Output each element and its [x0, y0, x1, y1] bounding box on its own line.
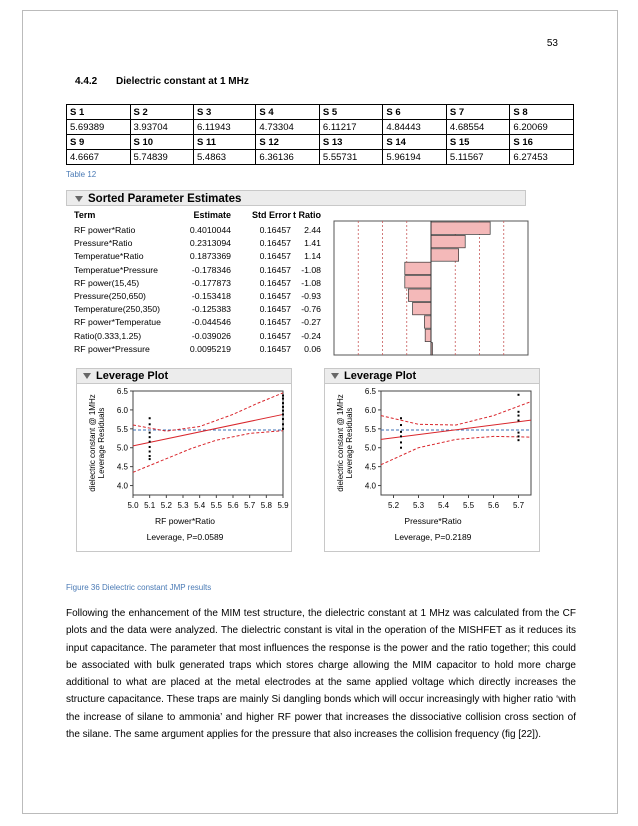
table-row — [67, 150, 574, 165]
estimate-stderr-cell: 0.16457 — [259, 238, 291, 249]
estimate-estimate-cell: 0.1873369 — [189, 251, 231, 262]
data-point — [149, 446, 151, 448]
leverage-plot-1-title-bar[interactable] — [77, 369, 291, 384]
data-point — [149, 458, 151, 460]
table-caption: Table 12 — [66, 170, 97, 179]
data-point — [400, 417, 402, 419]
table-cell: 4.84443 — [383, 120, 447, 135]
estimate-term-cell: RF power(15,45) — [74, 277, 140, 288]
data-point — [400, 431, 402, 433]
x-tick-label: 5.4 — [194, 501, 206, 510]
data-point — [282, 395, 284, 397]
estimate-estimate-cell: -0.125383 — [191, 304, 231, 315]
table-cell: 6.20069 — [510, 120, 574, 135]
table-cell: 5.96194 — [383, 150, 447, 165]
section-title: Dielectric constant at 1 MHz — [116, 76, 249, 87]
estimate-stderr-cell: 0.16457 — [259, 317, 291, 328]
estimate-estimate-cell: 0.2313094 — [189, 238, 231, 249]
x-tick-label: 5.5 — [210, 501, 222, 510]
estimate-estimate-cell: -0.177873 — [191, 277, 231, 288]
data-point — [149, 417, 151, 419]
x-tick-label: 5.2 — [160, 501, 172, 510]
y-axis-label-line: dielectric constant @ 1MHz — [336, 394, 345, 492]
col-header-tratio: t Ratio — [293, 210, 321, 220]
leverage-plot-1-footer: Leverage, P=0.0589 — [146, 532, 224, 542]
estimate-estimate-cell: 0.0095219 — [189, 343, 231, 354]
data-point — [282, 410, 284, 412]
estimate-stderr-cell: 0.16457 — [259, 225, 291, 235]
disclosure-triangle-icon[interactable] — [331, 373, 339, 379]
data-point — [149, 432, 151, 434]
table-cell: 5.4863 — [194, 150, 256, 165]
table-row — [67, 135, 574, 150]
estimate-tratio-cell: -1.08 — [301, 277, 321, 288]
table-cell: 6.27453 — [510, 150, 574, 165]
t-ratio-bar — [405, 262, 431, 274]
sample-table — [66, 104, 574, 165]
data-point — [282, 402, 284, 404]
col-header-estimate: Estimate — [193, 210, 231, 220]
table-cell: 4.6667 — [67, 150, 131, 165]
table-cell: S 2 — [130, 105, 194, 120]
x-tick-label: 5.8 — [260, 501, 272, 510]
y-axis-label — [88, 394, 106, 492]
estimate-tratio-cell: 1.41 — [304, 238, 321, 249]
data-point — [282, 413, 284, 415]
y-tick-label: 5.5 — [364, 424, 376, 434]
leverage-plot-2 — [324, 368, 540, 552]
leverage-plot-1-chart — [77, 385, 291, 515]
section-heading — [75, 76, 249, 87]
t-ratio-bar — [431, 249, 459, 261]
estimate-estimate-cell: -0.039026 — [191, 330, 231, 341]
estimate-tratio-cell: -0.27 — [301, 317, 321, 328]
table-cell: S 12 — [256, 135, 320, 150]
y-axis-label-line: Leverage Residuals — [97, 407, 106, 479]
data-point — [518, 411, 520, 413]
table-cell: S 8 — [510, 105, 574, 120]
y-tick-label: 4.0 — [116, 481, 128, 491]
estimate-term-cell: Temperature(250,350) — [74, 304, 160, 315]
estimate-tratio-cell: 0.06 — [304, 343, 321, 354]
table-cell: S 14 — [383, 135, 447, 150]
t-ratio-bar — [413, 302, 431, 314]
disclosure-triangle-icon[interactable] — [75, 196, 83, 202]
table-cell: 5.55731 — [319, 150, 383, 165]
estimate-tratio-cell: -0.24 — [301, 330, 321, 341]
estimates-title-bar[interactable] — [66, 190, 526, 206]
table-cell: S 13 — [319, 135, 383, 150]
table-cell: S 3 — [194, 105, 256, 120]
x-tick-label: 5.7 — [512, 501, 525, 510]
estimate-estimate-cell: -0.044546 — [191, 317, 231, 328]
data-point — [518, 415, 520, 417]
estimate-stderr-cell: 0.16457 — [259, 264, 291, 275]
data-point — [400, 441, 402, 443]
table-cell: 5.74839 — [130, 150, 194, 165]
t-ratio-bar — [431, 222, 490, 234]
t-ratio-bar — [431, 235, 465, 247]
data-point — [282, 406, 284, 408]
estimate-tratio-cell: -0.76 — [301, 304, 321, 315]
figure-caption: Figure 36 Dielectric constant JMP results — [66, 583, 212, 592]
t-ratio-bar — [425, 329, 431, 341]
estimate-term-cell: Pressure*Ratio — [74, 238, 133, 249]
t-ratio-bar — [424, 316, 431, 328]
col-header-stderr: Std Error — [251, 210, 291, 220]
estimate-stderr-cell: 0.16457 — [259, 343, 291, 354]
col-header-term: Term — [74, 210, 96, 220]
x-tick-label: 5.3 — [177, 501, 189, 510]
section-number: 4.4.2 — [75, 76, 98, 87]
t-ratio-bar — [408, 289, 431, 301]
data-point — [518, 419, 520, 421]
leverage-plot-2-title-bar[interactable] — [325, 369, 539, 384]
data-point — [282, 423, 284, 425]
table-cell: 5.69389 — [67, 120, 131, 135]
table-cell: S 1 — [67, 105, 131, 120]
x-tick-label: 5.0 — [127, 501, 139, 510]
estimate-estimate-cell: -0.178346 — [191, 264, 231, 275]
data-point — [149, 455, 151, 457]
plot-frame — [381, 391, 531, 495]
table-cell: S 11 — [194, 135, 256, 150]
estimate-term-cell: RF power*Ratio — [74, 225, 136, 235]
x-tick-label: 5.4 — [437, 501, 450, 510]
y-tick-label: 5.0 — [364, 443, 376, 453]
leverage-plot-2-title: Leverage Plot — [344, 370, 417, 382]
x-tick-label: 5.6 — [487, 501, 500, 510]
x-tick-label: 5.9 — [277, 501, 289, 510]
y-tick-label: 6.0 — [364, 405, 376, 415]
table-cell: S 10 — [130, 135, 194, 150]
y-tick-label: 5.0 — [116, 443, 128, 453]
estimate-estimate-cell: 0.4010044 — [189, 225, 231, 235]
table-cell: 4.68554 — [446, 120, 510, 135]
table-cell: S 6 — [383, 105, 447, 120]
estimate-stderr-cell: 0.16457 — [259, 277, 291, 288]
x-tick-label: 5.7 — [244, 501, 256, 510]
estimate-tratio-cell: 1.14 — [304, 251, 321, 262]
table-cell: 4.73304 — [256, 120, 320, 135]
y-tick-label: 4.0 — [364, 481, 376, 491]
table-row — [67, 120, 574, 135]
table-cell: S 9 — [67, 135, 131, 150]
data-point — [400, 424, 402, 426]
data-point — [400, 447, 402, 449]
y-axis-label-line: Leverage Residuals — [345, 407, 354, 479]
data-point — [149, 436, 151, 438]
data-point — [149, 423, 151, 425]
data-point — [282, 398, 284, 400]
table-cell: 3.93704 — [130, 120, 194, 135]
leverage-plot-2-footer: Leverage, P=0.2189 — [394, 532, 472, 542]
table-cell: S 7 — [446, 105, 510, 120]
estimate-tratio-cell: 2.44 — [304, 225, 321, 235]
estimate-stderr-cell: 0.16457 — [259, 330, 291, 341]
leverage-plot-1-xlabel: RF power*Ratio — [155, 516, 215, 526]
estimate-stderr-cell: 0.16457 — [259, 304, 291, 315]
disclosure-triangle-icon[interactable] — [83, 373, 91, 379]
x-tick-label: 5.6 — [227, 501, 239, 510]
y-tick-label: 5.5 — [116, 424, 128, 434]
x-tick-label: 5.1 — [144, 501, 156, 510]
t-ratio-bar — [405, 276, 431, 288]
parameter-estimates-report — [66, 190, 528, 362]
data-point — [149, 441, 151, 443]
data-point — [518, 394, 520, 396]
table-cell: 6.11217 — [319, 120, 383, 135]
estimate-term-cell: Temperatue*Pressure — [74, 264, 159, 275]
data-point — [400, 435, 402, 437]
table-cell: S 5 — [319, 105, 383, 120]
data-point — [518, 432, 520, 434]
x-tick-label: 5.3 — [412, 501, 425, 510]
leverage-plot-1 — [76, 368, 292, 552]
estimate-tratio-cell: -1.08 — [301, 264, 321, 275]
leverage-plot-2-chart — [325, 385, 539, 515]
y-tick-label: 6.5 — [364, 387, 376, 396]
table-cell: 5.11567 — [446, 150, 510, 165]
table-cell: 6.36136 — [256, 150, 320, 165]
y-tick-label: 4.5 — [364, 462, 376, 472]
data-point — [282, 428, 284, 430]
estimates-title: Sorted Parameter Estimates — [88, 193, 242, 205]
data-point — [149, 451, 151, 453]
y-axis-label-line: dielectric constant @ 1MHz — [88, 394, 97, 492]
data-point — [518, 435, 520, 437]
y-tick-label: 6.5 — [116, 387, 128, 396]
estimate-term-cell: Pressure(250,650) — [74, 291, 146, 301]
y-tick-label: 6.0 — [116, 405, 128, 415]
estimate-term-cell: Ratio(0.333,1.25) — [74, 330, 142, 341]
body-paragraph: Following the enhancement of the MIM test structure, the dielectric constant at 1 MHz was calculated from the CF plots and the data were analyzed. The dielectric constant is vital in the operation of the MISHFET as it reduces its input capacitance. The parameter that most influences the response is the power and the ratio together; this could be associated with bulk generated traps which stores charge allowing the MIM capacitor to hold more charge additional to what are placed at the metal electrodes at the same applied voltage which directly increases the structure capacitance. These traps are mainly Si dangling bonds which will occur increasingly with higher ratio ‘with the increase of silane to ammonia’ and higher RF power that increases the dissociative collision cross section of the silane. The same argument applies for the pressure that also increases the collision frequency (fig [22]). — [66, 608, 576, 741]
page-number: 53 — [546, 38, 558, 49]
estimate-tratio-cell: -0.93 — [301, 291, 321, 301]
table-cell: 6.11943 — [194, 120, 256, 135]
estimate-stderr-cell: 0.16457 — [259, 291, 291, 301]
leverage-plot-1-title: Leverage Plot — [96, 370, 169, 382]
estimate-stderr-cell: 0.16457 — [259, 251, 291, 262]
y-axis-label — [336, 394, 354, 492]
table-row — [67, 105, 574, 120]
y-tick-label: 4.5 — [116, 462, 128, 472]
estimate-term-cell: RF power*Pressure — [74, 343, 150, 354]
estimate-term-cell: Temperatue*Ratio — [74, 251, 144, 262]
t-ratio-bar-chart — [332, 220, 532, 360]
estimate-term-cell: RF power*Temperatue — [74, 317, 161, 328]
x-tick-label: 5.5 — [462, 501, 475, 510]
table-cell: S 4 — [256, 105, 320, 120]
leverage-plot-2-xlabel: Pressure*Ratio — [404, 516, 462, 526]
estimate-estimate-cell: -0.153418 — [191, 291, 231, 301]
x-tick-label: 5.2 — [387, 501, 400, 510]
table-cell: S 15 — [446, 135, 510, 150]
data-point — [282, 418, 284, 420]
data-point — [518, 439, 520, 441]
table-cell: S 16 — [510, 135, 574, 150]
